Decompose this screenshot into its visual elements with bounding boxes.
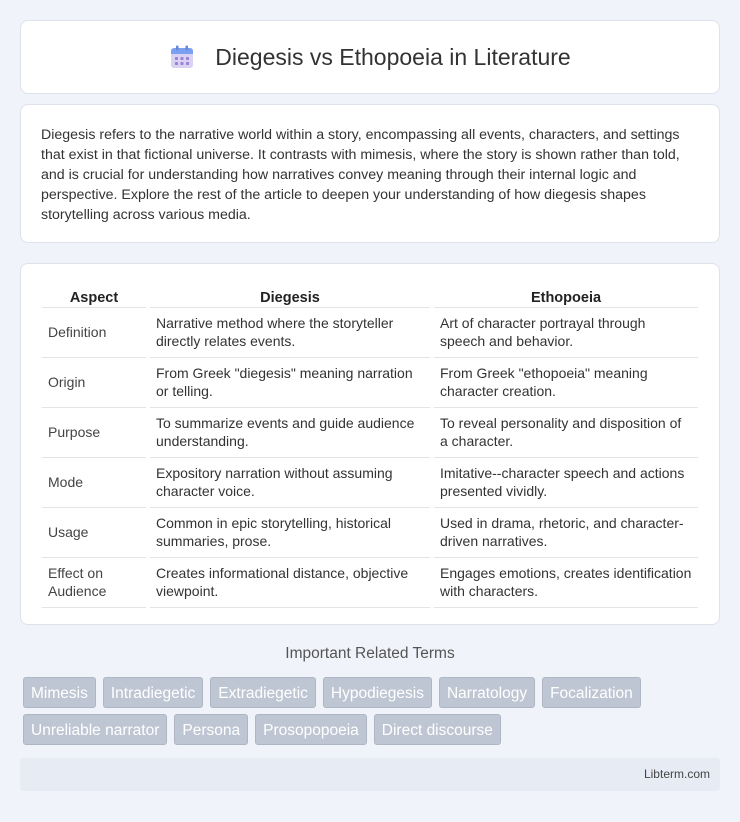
- row-diegesis: Common in epic storytelling, historical summaries, prose.: [150, 508, 430, 558]
- row-aspect: Usage: [42, 508, 146, 558]
- footer: [20, 758, 720, 791]
- row-diegesis: From Greek "diegesis" meaning narration or telling.: [150, 358, 430, 408]
- related-term-tag[interactable]: Unreliable narrator: [23, 714, 167, 745]
- related-term-tag[interactable]: Intradiegetic: [103, 677, 203, 708]
- page-title: Diegesis vs Ethopoeia in Literature: [215, 43, 571, 70]
- row-ethopoeia: To reveal personality and disposition of a character.: [434, 408, 698, 458]
- table-row: [42, 308, 698, 358]
- header-diegesis: Diegesis: [150, 284, 430, 308]
- table-row: [42, 508, 698, 558]
- row-ethopoeia: From Greek "ethopoeia" meaning character creation.: [434, 358, 698, 408]
- related-term-tag[interactable]: Persona: [174, 714, 248, 745]
- related-term-tag[interactable]: Prosopopoeia: [255, 714, 367, 745]
- comparison-table-card: [20, 263, 720, 625]
- table-row: [42, 458, 698, 508]
- related-terms-list: [23, 677, 723, 745]
- row-ethopoeia: Engages emotions, creates identification with characters.: [434, 558, 698, 608]
- row-aspect: Definition: [42, 308, 146, 358]
- row-ethopoeia: Art of character portrayal through speech and behavior.: [434, 308, 698, 358]
- row-diegesis: To summarize events and guide audience understanding.: [150, 408, 430, 458]
- row-aspect: Purpose: [42, 408, 146, 458]
- related-terms-heading: Important Related Terms: [285, 645, 455, 662]
- row-aspect: Effect on Audience: [42, 558, 146, 608]
- table-row: [42, 408, 698, 458]
- row-aspect: Origin: [42, 358, 146, 408]
- related-term-tag[interactable]: Direct discourse: [374, 714, 501, 745]
- header-aspect: Aspect: [42, 284, 146, 308]
- intro-card: [20, 104, 720, 243]
- row-aspect: Mode: [42, 458, 146, 508]
- table-row: [42, 358, 698, 408]
- row-diegesis: Creates informational distance, objective viewpoint.: [150, 558, 430, 608]
- related-term-tag[interactable]: Focalization: [542, 677, 641, 708]
- header-ethopoeia: Ethopoeia: [434, 284, 698, 308]
- footer-site-link[interactable]: Libterm.com: [643, 767, 710, 781]
- related-term-tag[interactable]: Hypodiegesis: [323, 677, 432, 708]
- intro-text: Diegesis refers to the narrative world within a story, encompassing all events, characters, and settings that exist in that fictional universe. It contrasts with mimesis, where the story is shown rather than told, and is crucial for understanding how narratives convey meaning through their internal logic and perspective. Explore the rest of the article to deepen your understanding of how diegesis shapes storytelling across various media.: [41, 127, 680, 223]
- row-ethopoeia: Used in drama, rhetoric, and character-driven narratives.: [434, 508, 698, 558]
- row-diegesis: Narrative method where the storyteller directly relates events.: [150, 308, 430, 358]
- header-card: [20, 20, 720, 94]
- calendar-icon: [169, 44, 195, 70]
- related-term-tag[interactable]: Extradiegetic: [210, 677, 316, 708]
- related-term-tag[interactable]: Narratology: [439, 677, 535, 708]
- table-header-row: [42, 284, 698, 308]
- row-diegesis: Expository narration without assuming character voice.: [150, 458, 430, 508]
- table-row: [42, 558, 698, 608]
- comparison-table: [38, 284, 702, 608]
- related-term-tag[interactable]: Mimesis: [23, 677, 96, 708]
- row-ethopoeia: Imitative--character speech and actions presented vividly.: [434, 458, 698, 508]
